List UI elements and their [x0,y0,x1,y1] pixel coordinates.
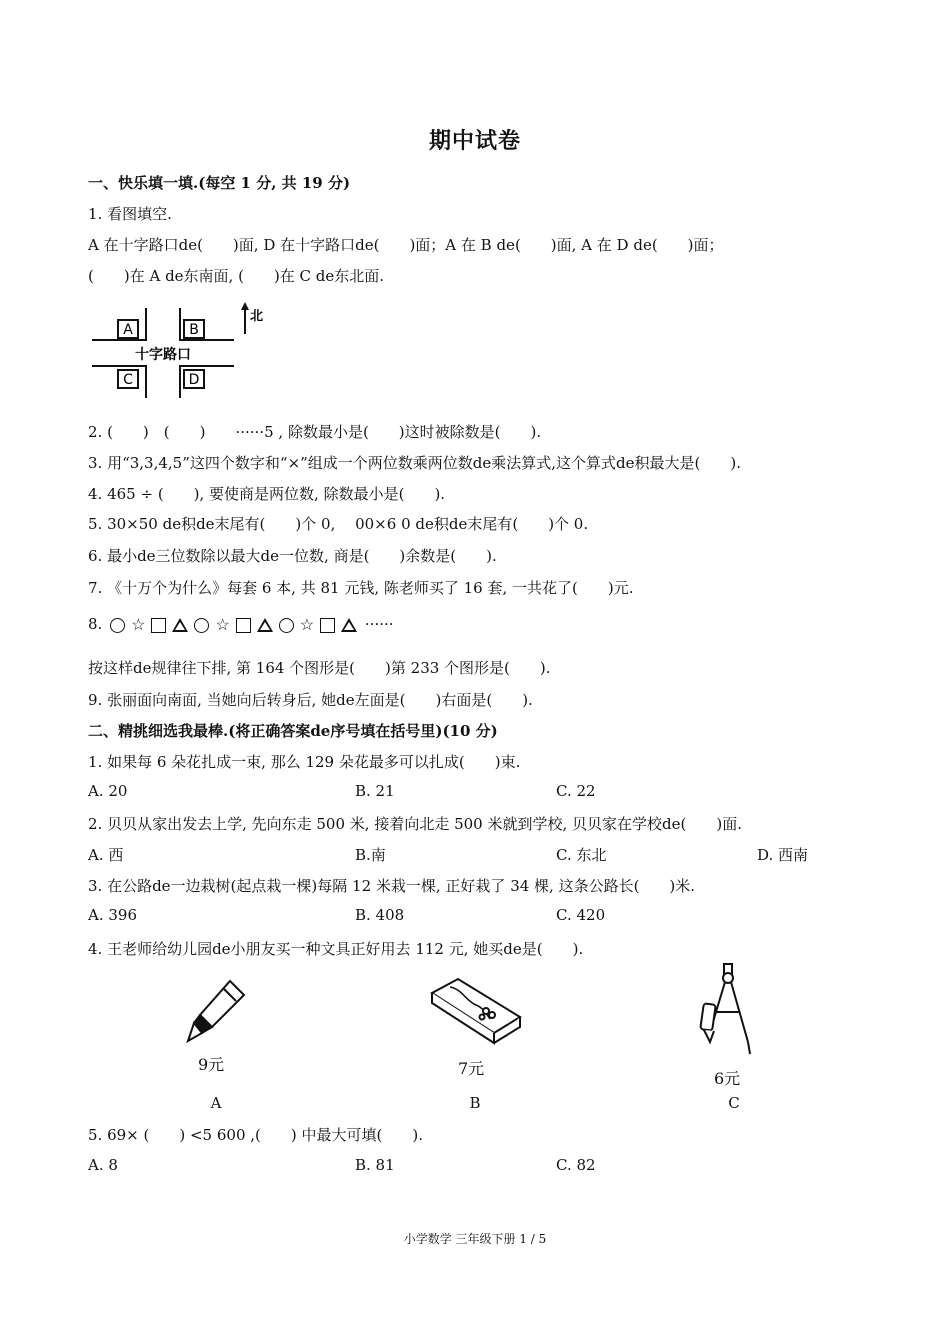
section-heading-1: 一、快乐填一填.(每空 1 分, 共 19 分) [88,174,351,192]
item-a-price: 9元 [198,1055,225,1074]
question-1-line-1: A 在十字路口de( )面, D 在十字路口de( )面；A 在 B de( )面, A 在 D de( )面； [88,236,724,254]
map-label-c: C [123,372,133,388]
map-label-d: D [188,372,200,388]
mc-q1-option-c[interactable]: C. 22 [556,782,596,800]
item-b-price: 7元 [458,1059,485,1078]
mc-q5-option-a[interactable]: A. 8 [88,1156,118,1174]
triangle-shape [172,618,188,632]
mc-q3-option-b[interactable]: B. 408 [355,906,405,924]
question-1-prompt: 1. 看图填空. [88,205,172,223]
star-shape: ☆ [131,615,146,634]
question-3: 3. 用“3,3,4,5”这四个数字和“×”组成一个两位数乘两位数de乘法算式,这个算式de积最大是( ). [88,454,742,472]
question-7: 7. 《十万个为什么》每套 6 本, 共 81 元钱, 陈老师买了 16 套, 一共花了( )元. [88,579,634,597]
page-title: 期中试卷 [428,128,521,154]
question-4: 4. 465 ÷ ( ), 要使商是两位数, 除数最小是( ). [88,485,446,503]
question-9: 9. 张丽面向南面, 当她向后转身后, 她de左面是( )右面是( ). [88,691,533,709]
crossroad-map [88,300,278,402]
mc-q3-option-a[interactable]: A. 396 [88,906,137,924]
mc-q2-option-b[interactable]: B.南 [355,846,386,864]
mc-q5-option-c[interactable]: C. 82 [556,1156,596,1174]
mc-question-2-stem: 2. 贝贝从家出发去上学, 先向东走 500 米, 接着向北走 500 米就到学校, 贝贝家在学校de( )面. [88,815,742,833]
map-label-b: B [189,322,199,338]
map-north-label: 北 [250,309,264,324]
compass-icon [696,962,756,1057]
question-5: 5. 30×50 de积de末尾有( )个 0, 00×6 0 de积de末尾有( )个 0. [88,515,589,533]
question-2: 2. ( ) ( ) ······5 , 除数最小是( )这时被除数是( ). [88,423,542,441]
fountain-pen-icon [182,975,252,1045]
mc-q2-option-c[interactable]: C. 东北 [556,846,607,864]
question-8-line-2: 按这样de规律往下排, 第 164 个图形是( )第 233 个图形是( ). [88,659,551,677]
item-c-label[interactable]: C [728,1094,740,1112]
item-a-label[interactable]: A [210,1094,222,1112]
mc-q2-option-a[interactable]: A. 西 [88,846,124,864]
star-shape: ☆ [299,615,315,634]
page-footer: 小学数学 三年级下册 1 / 5 [403,1232,547,1246]
mc-q1-option-b[interactable]: B. 21 [355,782,395,800]
triangle-shape [341,618,357,632]
star-shape: ☆ [215,615,230,634]
map-center-label: 十字路口 [135,347,191,363]
square-shape [320,618,335,633]
pattern-ellipsis: ······ [364,615,394,633]
mc-q3-option-c[interactable]: C. 420 [556,906,606,924]
pencil-case-icon [428,975,524,1047]
mc-question-3-stem: 3. 在公路de一边栽树(起点栽一棵)每隔 12 米栽一棵, 正好栽了 34 棵, 这条公路长( )米. [88,877,696,895]
map-label-a: A [123,322,133,338]
question-1-line-2: ( )在 A de东南面, ( )在 C de东北面. [88,267,385,285]
circle-shape [194,618,209,633]
square-shape [151,618,166,633]
circle-shape [110,618,125,633]
item-c-price: 6元 [714,1069,741,1088]
mc-question-4-stem: 4. 王老师给幼儿园de小朋友买一种文具正好用去 112 元, 她买de是( ). [88,940,584,958]
shape-pattern [107,615,360,633]
mc-question-5-stem: 5. 69× ( ) <5 600 ,( ) 中最大可填( ). [88,1126,423,1144]
triangle-shape [257,618,273,632]
mc-q2-option-d[interactable]: D. 西南 [757,846,809,864]
question-6: 6. 最小de三位数除以最大de一位数, 商是( )余数是( ). [88,547,497,565]
item-b-label[interactable]: B [469,1094,481,1112]
question-8-prefix: 8. [88,615,103,633]
question-8-pattern [88,615,394,633]
mc-q1-option-a[interactable]: A. 20 [88,782,128,800]
circle-shape [279,618,294,633]
section-heading-2: 二、精挑细选我最棒.(将正确答案de序号填在括号里)(10 分) [88,722,498,740]
square-shape [236,618,251,633]
mc-q5-option-b[interactable]: B. 81 [355,1156,395,1174]
mc-question-1-stem: 1. 如果每 6 朵花扎成一束, 那么 129 朵花最多可以扎成( )束. [88,753,521,771]
